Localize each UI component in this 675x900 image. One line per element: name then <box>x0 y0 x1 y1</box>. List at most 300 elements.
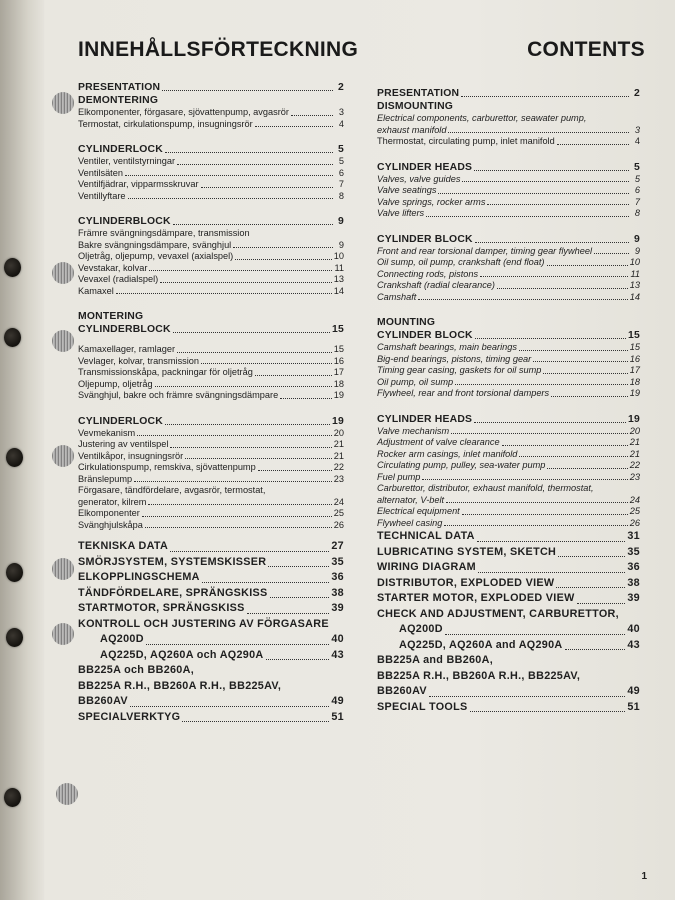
toc-entry-page: 8 <box>338 190 344 201</box>
toc-entry-title: SPECIAL TOOLS <box>377 700 468 713</box>
toc-entry[interactable] <box>377 449 640 461</box>
dot-leader <box>519 350 628 351</box>
toc-entry[interactable] <box>377 269 640 281</box>
toc-entry-title: DISMOUNTING <box>377 101 454 112</box>
dot-leader <box>201 187 333 188</box>
toc-entry-title: BB225A R.H., BB260A R.H., BB225AV, <box>78 679 282 692</box>
toc-entry[interactable] <box>78 710 344 726</box>
toc-entry-title: Transmissionskåpa, packningar för oljetråg <box>78 367 253 377</box>
toc-entry-page: 26 <box>333 519 344 530</box>
toc-entry-title: generator, kilrem <box>78 496 147 507</box>
toc-entry-page: 19 <box>629 388 640 398</box>
toc-entry-title: Kamaxel <box>78 285 114 296</box>
dot-leader <box>145 527 332 528</box>
toc-entry[interactable] <box>78 367 344 379</box>
toc-entry-page: 4 <box>338 118 344 129</box>
dot-leader <box>202 582 330 583</box>
dot-leader <box>160 282 332 283</box>
dot-leader <box>116 293 332 294</box>
toc-entry[interactable] <box>377 576 640 592</box>
toc-entry[interactable] <box>377 669 640 685</box>
toc-entry-page: 15 <box>628 330 640 341</box>
toc-entry-page: 6 <box>338 167 344 178</box>
toc-entry[interactable] <box>377 161 640 174</box>
toc-entry-title: Vevmekanism <box>78 427 136 438</box>
dot-leader <box>134 481 332 482</box>
toc-entry[interactable] <box>78 274 344 286</box>
toc-entry[interactable] <box>78 508 344 520</box>
toc-entry[interactable] <box>377 185 640 197</box>
toc-entry-title: Front and rear torsional damper, timing gear flywheel <box>377 245 592 256</box>
toc-entry[interactable] <box>78 570 344 586</box>
toc-entry-title: Camshaft <box>377 291 417 302</box>
toc-entry-page: 31 <box>627 530 640 542</box>
page-title-english: CONTENTS <box>527 38 645 61</box>
toc-entry[interactable] <box>377 506 640 518</box>
toc-entry-title: CHECK AND ADJUSTMENT, CARBURETTOR, <box>377 607 619 620</box>
toc-entry-title: MOUNTING <box>377 317 436 328</box>
dot-leader <box>543 373 627 374</box>
toc-entry[interactable] <box>78 286 344 298</box>
binder-ring <box>52 623 74 645</box>
toc-entry[interactable] <box>377 246 640 258</box>
toc-entry[interactable] <box>78 119 344 131</box>
dot-leader <box>149 270 332 271</box>
toc-entry[interactable] <box>78 428 344 440</box>
toc-entry-page: 51 <box>627 700 640 713</box>
toc-entry[interactable] <box>377 87 640 100</box>
toc-entry[interactable] <box>377 653 640 669</box>
dot-leader <box>177 164 333 165</box>
toc-entry-title: Ventilsäten <box>78 167 123 178</box>
toc-entry[interactable] <box>78 344 344 356</box>
toc-entry-title: CYLINDERLOCK <box>78 415 163 427</box>
toc-entry[interactable] <box>78 520 344 532</box>
toc-entry[interactable] <box>377 257 640 269</box>
toc-entry-title: STARTMOTOR, SPRÄNGSKISS <box>78 602 245 614</box>
dot-leader <box>177 352 332 353</box>
binder-ring <box>52 92 74 114</box>
toc-entry[interactable] <box>78 648 344 664</box>
dot-leader <box>170 551 329 552</box>
toc-entry[interactable] <box>377 280 640 292</box>
section-spacer <box>78 336 344 344</box>
toc-entry-title: Kamaxellager, ramlager <box>78 344 176 354</box>
section-spacer <box>377 148 640 161</box>
toc-entry[interactable] <box>78 107 344 119</box>
toc-entry[interactable] <box>377 413 640 426</box>
toc-entry-page: 36 <box>331 571 344 583</box>
toc-entry-title: Ventilfjädrar, vipparmsskruvar <box>78 179 199 189</box>
dot-leader <box>475 242 629 243</box>
toc-entry-page: 24 <box>333 496 344 507</box>
toc-entry-page: 25 <box>333 508 344 518</box>
dot-leader <box>502 445 628 446</box>
toc-entry[interactable] <box>78 694 344 710</box>
toc-entry-page: 40 <box>331 633 344 645</box>
dot-leader <box>173 332 330 333</box>
dot-leader <box>470 711 626 712</box>
toc-entry[interactable] <box>377 388 640 400</box>
binder-ring <box>52 445 74 467</box>
toc-entry[interactable] <box>377 174 640 186</box>
dot-leader <box>487 204 629 205</box>
toc-entry-title: Elkomponenter, förgasare, sjövattenpump, avgasrör <box>78 107 289 117</box>
toc-entry-page: 21 <box>629 437 640 447</box>
toc-entry[interactable] <box>78 228 344 240</box>
toc-entry[interactable] <box>78 632 344 648</box>
toc-entry-title: Flywheel, rear and front torsional dampers <box>377 388 550 398</box>
toc-entry[interactable] <box>377 342 640 354</box>
toc-entry-page: 16 <box>629 353 640 364</box>
toc-entry[interactable] <box>78 617 344 633</box>
toc-entry-title: Camshaft bearings, main bearings <box>377 342 517 352</box>
toc-entry[interactable] <box>78 539 344 555</box>
toc-entry[interactable] <box>78 240 344 252</box>
toc-entry[interactable] <box>78 179 344 191</box>
toc-entry-title: Adjustment of valve clearance <box>377 437 500 447</box>
toc-entry[interactable] <box>377 426 640 438</box>
toc-entry-page: 14 <box>629 291 640 302</box>
toc-entry-title: Valve mechanism <box>377 425 450 436</box>
dot-leader <box>125 175 333 176</box>
toc-entry-page: 5 <box>634 161 640 173</box>
toc-entry-page: 5 <box>338 144 344 155</box>
toc-entry-page: 40 <box>627 623 640 635</box>
toc-entry[interactable] <box>78 323 344 336</box>
toc-entry-page: 15 <box>333 344 344 354</box>
dot-leader <box>577 603 626 604</box>
toc-entry-title: Rocker arm casings, inlet manifold <box>377 448 518 459</box>
toc-entry[interactable] <box>78 390 344 402</box>
toc-entry[interactable] <box>377 591 640 607</box>
dot-leader <box>270 597 330 598</box>
toc-entry[interactable] <box>377 560 640 576</box>
dot-leader <box>445 634 626 635</box>
toc-entry[interactable] <box>78 94 344 107</box>
dot-leader <box>475 338 626 339</box>
punch-hole <box>4 788 21 807</box>
toc-entry[interactable] <box>78 379 344 391</box>
toc-entry-page: 39 <box>627 592 640 604</box>
toc-entry-title: CYLINDERBLOCK <box>78 324 171 335</box>
toc-entry-page: 2 <box>338 82 344 93</box>
toc-entry-title: BB225A and BB260A, <box>377 654 494 666</box>
punch-hole <box>4 258 21 277</box>
toc-entry[interactable] <box>78 215 344 228</box>
toc-entry-title: Circulating pump, pulley, sea-water pump <box>377 460 546 470</box>
toc-entry-title: Justering av ventilspel <box>78 439 169 449</box>
section-spacer <box>78 130 344 143</box>
dot-leader <box>461 96 629 97</box>
toc-entry[interactable] <box>377 136 640 148</box>
dot-leader <box>291 115 333 116</box>
toc-entry-title: Crankshaft (radial clearance) <box>377 280 495 290</box>
toc-entry-page: 38 <box>627 576 640 589</box>
toc-entry-title: BB260AV <box>377 685 427 697</box>
toc-entry-title: Electrical components, carburettor, seawater pump, <box>377 113 587 123</box>
toc-entry-page: 16 <box>333 355 344 366</box>
binder-ring <box>52 262 74 284</box>
toc-entry-title: Thermostat, circulating pump, inlet manifold <box>377 136 555 146</box>
toc-entry-page: 4 <box>634 136 640 146</box>
toc-entry-title: Främre svängningsdämpare, transmission <box>78 228 250 238</box>
dot-leader <box>280 398 332 399</box>
toc-entry[interactable] <box>78 415 344 428</box>
toc-entry-page: 5 <box>634 173 640 184</box>
toc-entry[interactable] <box>78 263 344 275</box>
toc-entry-title: Ventillyftare <box>78 190 126 201</box>
toc-entry[interactable] <box>78 451 344 463</box>
dot-leader <box>519 456 627 457</box>
toc-entry-title: CYLINDER HEADS <box>377 161 473 173</box>
dot-leader <box>162 90 333 91</box>
dot-leader <box>474 170 629 171</box>
toc-entry-page: 9 <box>634 233 640 245</box>
toc-entry-title: STARTER MOTOR, EXPLODED VIEW <box>377 592 575 604</box>
toc-entry-title: CYLINDER BLOCK <box>377 330 473 341</box>
dot-leader <box>233 247 333 248</box>
toc-entry-page: 26 <box>629 517 640 528</box>
toc-entry[interactable] <box>377 700 640 716</box>
toc-entry-page: 36 <box>627 561 640 573</box>
toc-entry-title: Bränslepump <box>78 473 133 484</box>
toc-entry[interactable] <box>78 356 344 368</box>
toc-entry[interactable] <box>78 310 344 323</box>
toc-entry-title: Svänghjulskåpa <box>78 519 143 530</box>
toc-entry[interactable] <box>377 545 640 561</box>
dot-leader <box>165 152 333 153</box>
toc-entry-title: BB225A och BB260A, <box>78 664 195 676</box>
toc-entry-title: DEMONTERING <box>78 95 159 106</box>
section-spacer <box>78 297 344 310</box>
toc-entry[interactable] <box>377 437 640 449</box>
toc-entry-title: KONTROLL OCH JUSTERING AV FÖRGASARE <box>78 617 329 630</box>
toc-entry[interactable] <box>377 495 640 507</box>
toc-entry[interactable] <box>78 497 344 509</box>
toc-entry[interactable] <box>377 460 640 472</box>
dot-leader <box>438 193 629 194</box>
toc-entry-page: 24 <box>629 494 640 505</box>
toc-entry[interactable] <box>78 168 344 180</box>
toc-entry-title: Oljetråg, oljepump, vevaxel (axialspel) <box>78 251 234 261</box>
toc-entry-page: 17 <box>629 365 640 375</box>
toc-entry[interactable] <box>377 233 640 246</box>
toc-entry-title: Valve lifters <box>377 208 425 218</box>
section-spacer <box>78 202 344 215</box>
toc-entry[interactable] <box>377 638 640 654</box>
toc-entry-page: 9 <box>634 245 640 256</box>
dot-leader <box>594 253 629 254</box>
toc-entry[interactable] <box>377 125 640 137</box>
dot-leader <box>558 556 625 557</box>
toc-entry-title: BB225A R.H., BB260A R.H., BB225AV, <box>377 669 581 682</box>
toc-entry-page: 23 <box>333 473 344 484</box>
toc-entry[interactable] <box>377 377 640 389</box>
toc-entry[interactable] <box>377 316 640 329</box>
toc-entry-page: 14 <box>333 285 344 296</box>
toc-entry[interactable] <box>377 518 640 530</box>
toc-entry-page: 27 <box>331 540 344 552</box>
toc-entry[interactable] <box>78 143 344 156</box>
toc-entry[interactable] <box>78 474 344 486</box>
toc-entry-page: 6 <box>634 185 640 195</box>
dot-leader <box>165 424 330 425</box>
dot-leader <box>551 396 628 397</box>
toc-entry-title: TÄNDFÖRDELARE, SPRÄNGSKISS <box>78 586 268 599</box>
toc-entry-title: exhaust manifold <box>377 124 447 135</box>
dot-leader <box>137 435 332 436</box>
toc-entry[interactable] <box>377 684 640 700</box>
toc-entry[interactable] <box>377 329 640 342</box>
toc-entry-title: Carburettor, distributor, exhaust manifold, thermostat, <box>377 483 594 493</box>
dot-leader <box>235 259 332 260</box>
toc-entry[interactable] <box>377 113 640 125</box>
toc-entry[interactable] <box>377 100 640 113</box>
toc-entry-page: 43 <box>331 648 344 661</box>
toc-entry[interactable] <box>78 663 344 679</box>
toc-entry-page: 9 <box>338 216 344 227</box>
toc-entry-page: 7 <box>634 196 640 207</box>
toc-entry[interactable] <box>78 679 344 695</box>
dot-leader <box>130 706 329 707</box>
toc-entry-page: 10 <box>629 257 640 267</box>
toc-entry-page: 22 <box>333 462 344 472</box>
dot-leader <box>478 572 625 573</box>
page-number: 1 <box>641 871 647 882</box>
toc-entry-title: AQ200D <box>399 623 443 635</box>
dot-leader <box>462 181 629 182</box>
toc-entry-page: 3 <box>338 107 344 117</box>
toc-entry-title: Big-end bearings, pistons, timing gear <box>377 353 532 364</box>
toc-entry-title: Cirkulationspump, remskiva, sjövattenpump <box>78 462 256 472</box>
toc-entry[interactable] <box>377 208 640 220</box>
toc-entry-title: Valve seatings <box>377 185 437 195</box>
toc-entry[interactable] <box>377 622 640 638</box>
toc-entry-page: 13 <box>333 274 344 284</box>
toc-entry-title: Connecting rods, pistons <box>377 268 479 279</box>
toc-entry-page: 20 <box>629 425 640 436</box>
dot-leader <box>474 422 626 423</box>
toc-entry[interactable] <box>377 197 640 209</box>
toc-entry-page: 20 <box>333 427 344 438</box>
dot-leader <box>455 384 628 385</box>
toc-entry[interactable] <box>78 601 344 617</box>
dot-leader <box>497 288 628 289</box>
toc-entry-title: Oljepump, oljetråg <box>78 378 153 389</box>
toc-entry-page: 21 <box>333 450 344 461</box>
toc-entry-title: Ventilkåpor, insugningsrör <box>78 450 184 461</box>
page-title-swedish: INNEHÅLLSFÖRTECKNING <box>78 38 359 61</box>
toc-entry-page: 8 <box>634 208 640 218</box>
toc-entry[interactable] <box>78 586 344 602</box>
dot-leader <box>170 447 331 448</box>
toc-entry-title: CYLINDER BLOCK <box>377 233 473 245</box>
toc-entry-title: Valve springs, rocker arms <box>377 196 486 207</box>
toc-entry-page: 51 <box>331 710 344 723</box>
dot-leader <box>547 468 627 469</box>
toc-entry-title: Vevstakar, kolvar <box>78 262 148 273</box>
toc-entry-title: PRESENTATION <box>377 88 460 99</box>
dot-leader <box>422 479 627 480</box>
toc-entry-page: 13 <box>629 280 640 290</box>
toc-entry[interactable] <box>78 81 344 94</box>
toc-entry[interactable] <box>78 439 344 451</box>
toc-entry-title: Valves, valve guides <box>377 173 461 184</box>
section-spacer <box>78 531 344 539</box>
toc-entry[interactable] <box>78 555 344 571</box>
toc-entry[interactable] <box>377 483 640 495</box>
toc-entry[interactable] <box>377 472 640 484</box>
punch-hole <box>4 328 21 347</box>
dot-leader <box>462 514 628 515</box>
toc-entry[interactable] <box>377 529 640 545</box>
toc-entry[interactable] <box>78 462 344 474</box>
dot-leader <box>185 458 332 459</box>
binder-ring <box>56 783 78 805</box>
dot-leader <box>201 363 332 364</box>
dot-leader <box>557 144 629 145</box>
toc-entry[interactable] <box>78 485 344 497</box>
toc-entry[interactable] <box>377 292 640 304</box>
toc-entry[interactable] <box>78 156 344 168</box>
toc-entry-title: PRESENTATION <box>78 82 161 93</box>
toc-entry[interactable] <box>78 191 344 203</box>
toc-entry[interactable] <box>377 607 640 623</box>
toc-entry-title: MONTERING <box>78 311 144 322</box>
binder-ring <box>52 330 74 352</box>
toc-entry-title: Flywheel casing <box>377 517 443 528</box>
toc-entry-title: Bakre svängningsdämpare, svänghjul <box>78 239 232 250</box>
toc-entry-title: CYLINDERLOCK <box>78 144 163 155</box>
toc-entry[interactable] <box>377 354 640 366</box>
toc-column-swedish <box>78 81 344 725</box>
toc-entry[interactable] <box>78 251 344 263</box>
toc-entry-title: SPECIALVERKTYG <box>78 710 181 723</box>
toc-entry-page: 17 <box>333 367 344 377</box>
punch-hole <box>6 563 23 582</box>
toc-entry-page: 15 <box>629 342 640 352</box>
toc-entry-page: 49 <box>331 695 344 707</box>
binder-ring <box>52 558 74 580</box>
dot-leader <box>477 541 626 542</box>
punch-hole <box>6 628 23 647</box>
toc-entry-page: 39 <box>331 602 344 614</box>
toc-entry-page: 2 <box>634 88 640 99</box>
toc-entry-page: 18 <box>333 378 344 389</box>
dot-leader <box>426 216 629 217</box>
toc-entry-title: LUBRICATING SYSTEM, SKETCH <box>377 545 557 558</box>
toc-entry-title: Svänghjul, bakre och främre svängningsdämpare <box>78 390 279 400</box>
toc-entry-page: 22 <box>629 460 640 470</box>
dot-leader <box>448 132 629 133</box>
toc-entry[interactable] <box>377 365 640 377</box>
dot-leader <box>258 470 332 471</box>
toc-entry-title: ELKOPPLINGSCHEMA <box>78 571 200 583</box>
toc-entry-title: Oil pump, oil sump <box>377 376 454 387</box>
dot-leader <box>480 276 628 277</box>
section-spacer <box>377 220 640 233</box>
toc-entry-page: 49 <box>627 685 640 697</box>
toc-entry-title: Timing gear casing, gaskets for oil sump <box>377 365 542 375</box>
toc-entry-title: Vevaxel (radialspel) <box>78 274 159 284</box>
toc-entry-title: CYLINDER HEADS <box>377 413 473 425</box>
toc-entry-page: 15 <box>332 324 344 335</box>
dot-leader <box>446 502 628 503</box>
dot-leader <box>255 126 333 127</box>
section-spacer <box>78 402 344 415</box>
toc-entry-title: TECHNICAL DATA <box>377 530 475 542</box>
